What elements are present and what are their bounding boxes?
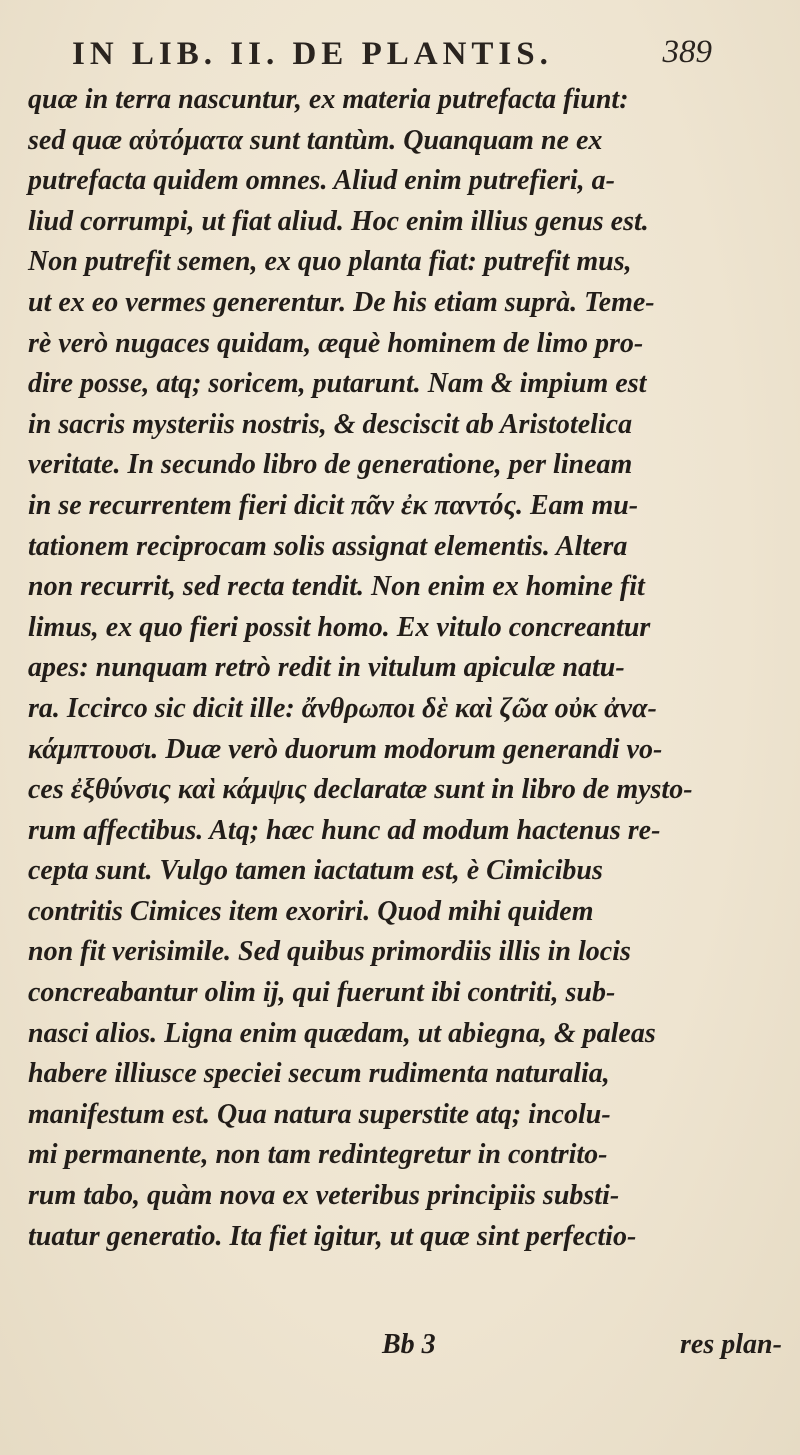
text-line: sed quæ αὐτόματα sunt tantùm. Quanquam ne ex bbox=[28, 124, 603, 156]
text-line: in se recurrentem fieri dicit πᾶν ἐκ παντός. Eam mu- bbox=[28, 489, 639, 521]
catchword: res plan- bbox=[680, 1329, 782, 1360]
text-line: non fit verisimile. Sed quibus primordiis illis in locis bbox=[28, 936, 631, 968]
text-line: cepta sunt. Vulgo tamen iactatum est, è Cimicibus bbox=[28, 855, 603, 887]
running-head: IN LIB. II. DE PLANTIS. bbox=[72, 36, 553, 72]
text-line: ut ex eo vermes generentur. De his etiam suprà. Teme- bbox=[28, 286, 655, 318]
text-line: veritate. In secundo libro de generatione, per lineam bbox=[28, 449, 633, 481]
text-line: liud corrumpi, ut fiat aliud. Hoc enim illius genus est. bbox=[28, 205, 649, 237]
text-line: in sacris mysteriis nostris, & desciscit ab Aristotelica bbox=[28, 408, 633, 440]
text-line: nasci alios. Ligna enim quædam, ut abiegna, & paleas bbox=[28, 1017, 656, 1049]
text-line: dire posse, atq; soricem, putarunt. Nam & impium est bbox=[28, 368, 647, 400]
signature-mark: Bb 3 bbox=[382, 1329, 436, 1360]
text-line: habere illiusce speciei secum rudimenta naturalia, bbox=[28, 1058, 610, 1090]
text-line: κάμπτουσι. Duæ verò duorum modorum generandi vo- bbox=[28, 733, 663, 765]
text-line: quæ in terra nascuntur, ex materia putrefacta fiunt: bbox=[28, 84, 629, 115]
text-line: tationem reciprocam solis assignat elementis. Altera bbox=[28, 530, 628, 562]
text-line: limus, ex quo fieri possit homo. Ex vitulo concreantur bbox=[28, 611, 651, 643]
text-line: concreabantur olim ij, qui fuerunt ibi contriti, sub- bbox=[28, 977, 616, 1009]
text-line: rè verò nugaces quidam, æquè hominem de limo pro- bbox=[28, 327, 644, 359]
text-line: apes: nunquam retrò redit in vitulum apiculæ natu- bbox=[28, 652, 625, 684]
text-line: ces ἐξθύνσις καὶ κάμψις declaratæ sunt in libro de mysto- bbox=[28, 774, 693, 806]
page-number: 389 bbox=[662, 34, 712, 70]
text-line: non recurrit, sed recta tendit. Non enim ex homine fit bbox=[28, 571, 645, 603]
text-line: tuatur generatio. Ita fiet igitur, ut quæ sint perfectio- bbox=[28, 1220, 637, 1252]
text-line: contritis Cimices item exoriri. Quod mihi quidem bbox=[28, 895, 594, 927]
text-line: rum affectibus. Atq; hæc hunc ad modum hactenus re- bbox=[28, 814, 661, 846]
text-line: ra. Iccirco sic dicit ille: ἄνθρωποι δὲ καὶ ζῶα οὐκ ἀνα- bbox=[28, 692, 657, 724]
text-line: rum tabo, quàm nova ex veteribus principiis substi- bbox=[28, 1180, 620, 1212]
text-line: manifestum est. Qua natura superstite atq; incolu- bbox=[28, 1098, 611, 1130]
text-line: Non putrefit semen, ex quo planta fiat: putrefit mus, bbox=[28, 246, 632, 278]
text-line: mi permanente, non tam redintegretur in contrito- bbox=[28, 1139, 608, 1171]
text-line: putrefacta quidem omnes. Aliud enim putrefieri, a- bbox=[28, 165, 615, 197]
page-header bbox=[72, 28, 712, 80]
body-text bbox=[28, 80, 788, 1257]
